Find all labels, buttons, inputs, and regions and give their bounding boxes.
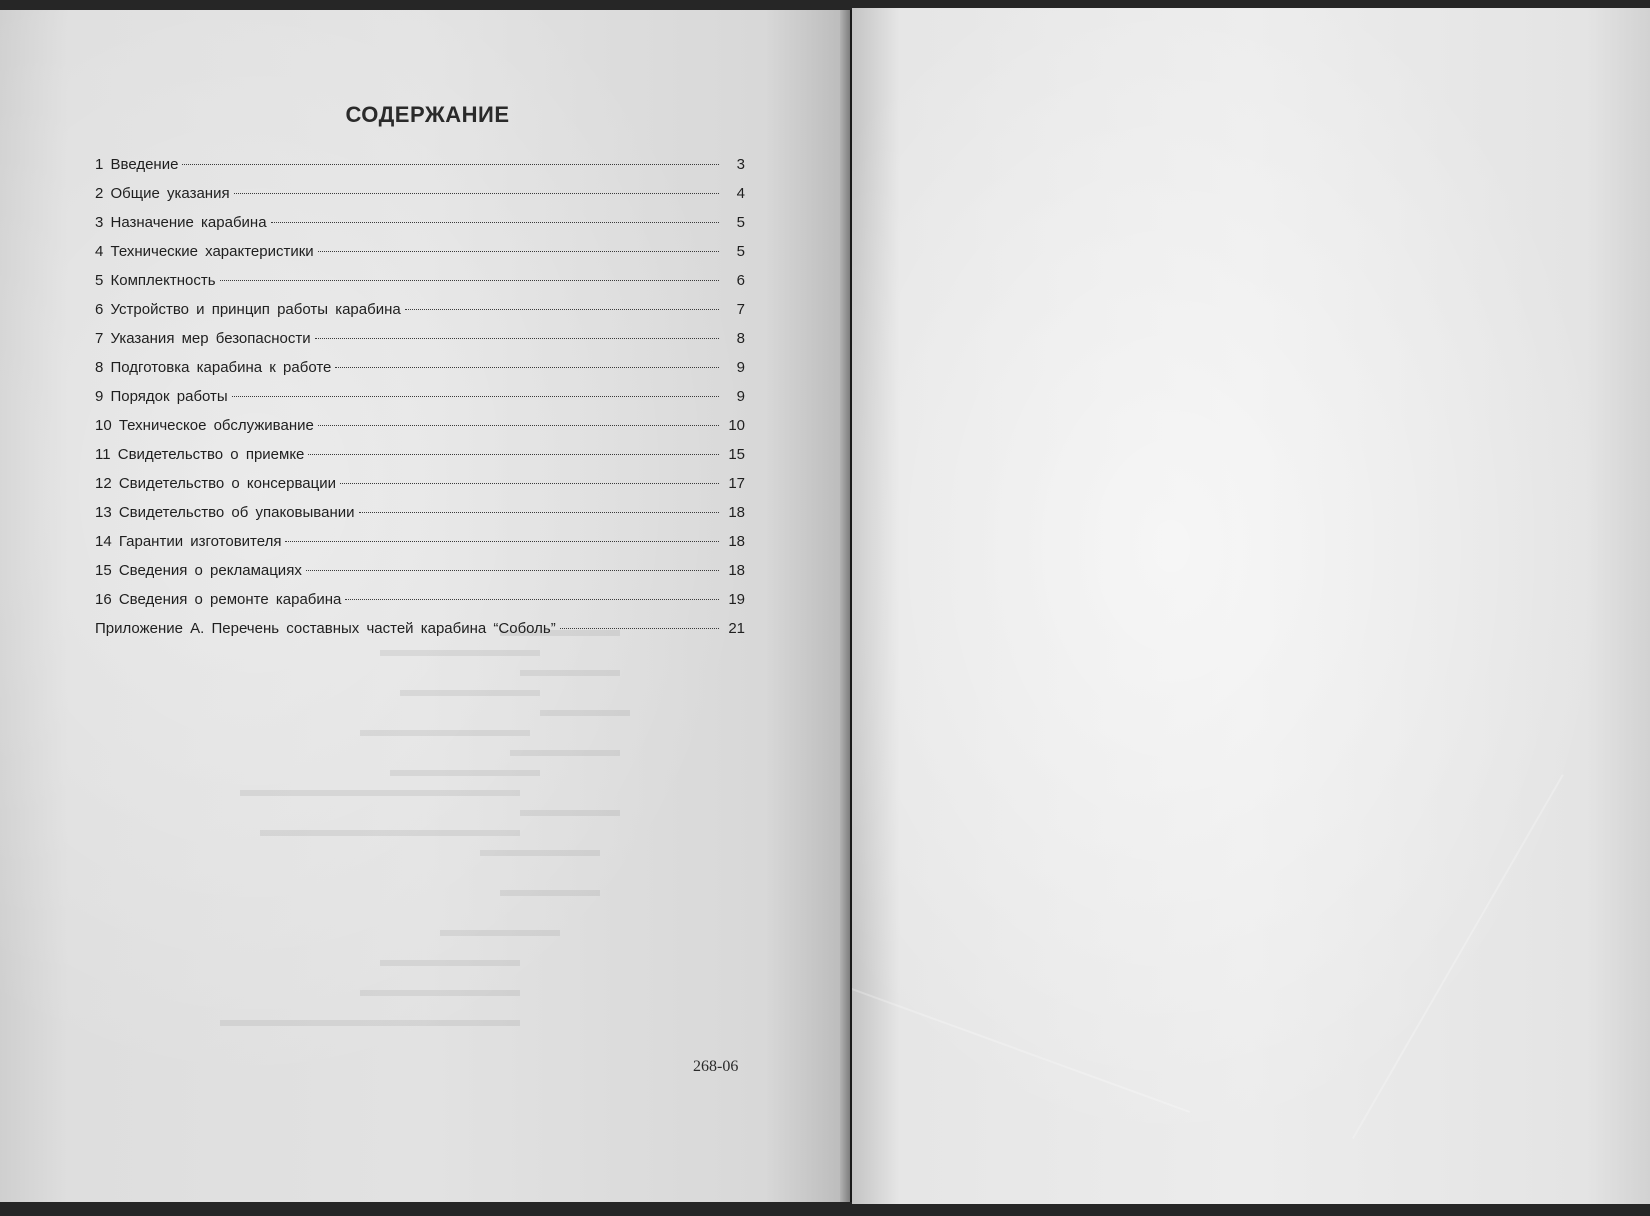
toc-dot-leader (345, 599, 719, 600)
toc-entry (95, 330, 745, 359)
toc-entry-page-number: 7 (736, 301, 745, 318)
toc-entry-page-number: 9 (736, 359, 745, 376)
toc-entry (95, 388, 745, 417)
print-code: 268-06 (693, 1058, 739, 1075)
toc-dot-leader (306, 570, 719, 571)
toc-entry-page-number: 3 (736, 156, 745, 173)
toc-entry-page-number: 18 (728, 533, 745, 550)
bleed-through-texture (120, 630, 740, 1090)
toc-entry-page-number: 17 (728, 475, 745, 492)
toc-entry-title: 2 Общие указания (95, 185, 230, 202)
toc-entry (95, 301, 745, 330)
toc-entry (95, 359, 745, 388)
toc-entry-title: 15 Сведения о рекламациях (95, 562, 302, 579)
toc-entry-title: 4 Технические характеристики (95, 243, 314, 260)
toc-entry-title: 6 Устройство и принцип работы карабина (95, 301, 401, 318)
toc-entry-title: Приложение А. Перечень составных частей карабина “Соболь” (95, 620, 556, 637)
toc-entry-page-number: 21 (728, 620, 745, 637)
toc-entry-title: 10 Техническое обслуживание (95, 417, 314, 434)
toc-entry-title: 12 Свидетельство о консервации (95, 475, 336, 492)
toc-entry-page-number: 18 (728, 562, 745, 579)
toc-entry (95, 214, 745, 243)
toc-entry (95, 446, 745, 475)
toc-entry-title: 9 Порядок работы (95, 388, 228, 405)
toc-entry (95, 272, 745, 301)
table-of-contents-title: СОДЕРЖАНИЕ (345, 102, 510, 127)
toc-dot-leader (234, 193, 719, 194)
toc-entry-page-number: 18 (728, 504, 745, 521)
toc-entry (95, 475, 745, 504)
toc-entry-page-number: 6 (736, 272, 745, 289)
toc-dot-leader (315, 338, 719, 339)
toc-entry (95, 504, 745, 533)
toc-dot-leader (182, 164, 719, 165)
toc-entry (95, 562, 745, 591)
toc-entry-page-number: 10 (728, 417, 745, 434)
toc-entry-title: 16 Сведения о ремонте карабина (95, 591, 342, 608)
toc-entry-title: 7 Указания мер безопасности (95, 330, 311, 347)
toc-entry-page-number: 19 (728, 591, 745, 608)
paper-crease (1352, 774, 1564, 1139)
toc-entry (95, 533, 745, 562)
toc-entry-page-number: 4 (736, 185, 745, 202)
right-page-blank (852, 8, 1650, 1204)
toc-entry-title: 1 Введение (95, 156, 179, 173)
toc-dot-leader (271, 222, 719, 223)
toc-entry (95, 417, 745, 446)
table-of-contents (95, 156, 745, 649)
toc-dot-leader (220, 280, 719, 281)
toc-entry-page-number: 8 (736, 330, 745, 347)
toc-entry-page-number: 5 (736, 214, 745, 231)
toc-entry (95, 156, 745, 185)
toc-entry (95, 620, 745, 649)
toc-dot-leader (232, 396, 719, 397)
left-page (0, 10, 850, 1202)
toc-entry-title: 8 Подготовка карабина к работе (95, 359, 332, 376)
toc-dot-leader (340, 483, 719, 484)
toc-dot-leader (335, 367, 719, 368)
toc-entry-title: 11 Свидетельство о приемке (95, 446, 305, 463)
toc-entry-title: 3 Назначение карабина (95, 214, 267, 231)
toc-dot-leader (308, 454, 719, 455)
paper-crease (852, 988, 1190, 1113)
toc-entry (95, 591, 745, 620)
toc-entry (95, 185, 745, 214)
toc-entry-page-number: 5 (736, 243, 745, 260)
toc-dot-leader (318, 251, 719, 252)
toc-dot-leader (359, 512, 720, 513)
toc-entry-page-number: 15 (728, 446, 745, 463)
toc-entry-title: 14 Гарантии изготовителя (95, 533, 282, 550)
toc-dot-leader (318, 425, 719, 426)
toc-dot-leader (405, 309, 719, 310)
toc-entry-title: 5 Комплектность (95, 272, 216, 289)
toc-entry-page-number: 9 (736, 388, 745, 405)
toc-entry (95, 243, 745, 272)
toc-dot-leader (560, 628, 719, 629)
toc-dot-leader (285, 541, 719, 542)
toc-entry-title: 13 Свидетельство об упаковывании (95, 504, 355, 521)
